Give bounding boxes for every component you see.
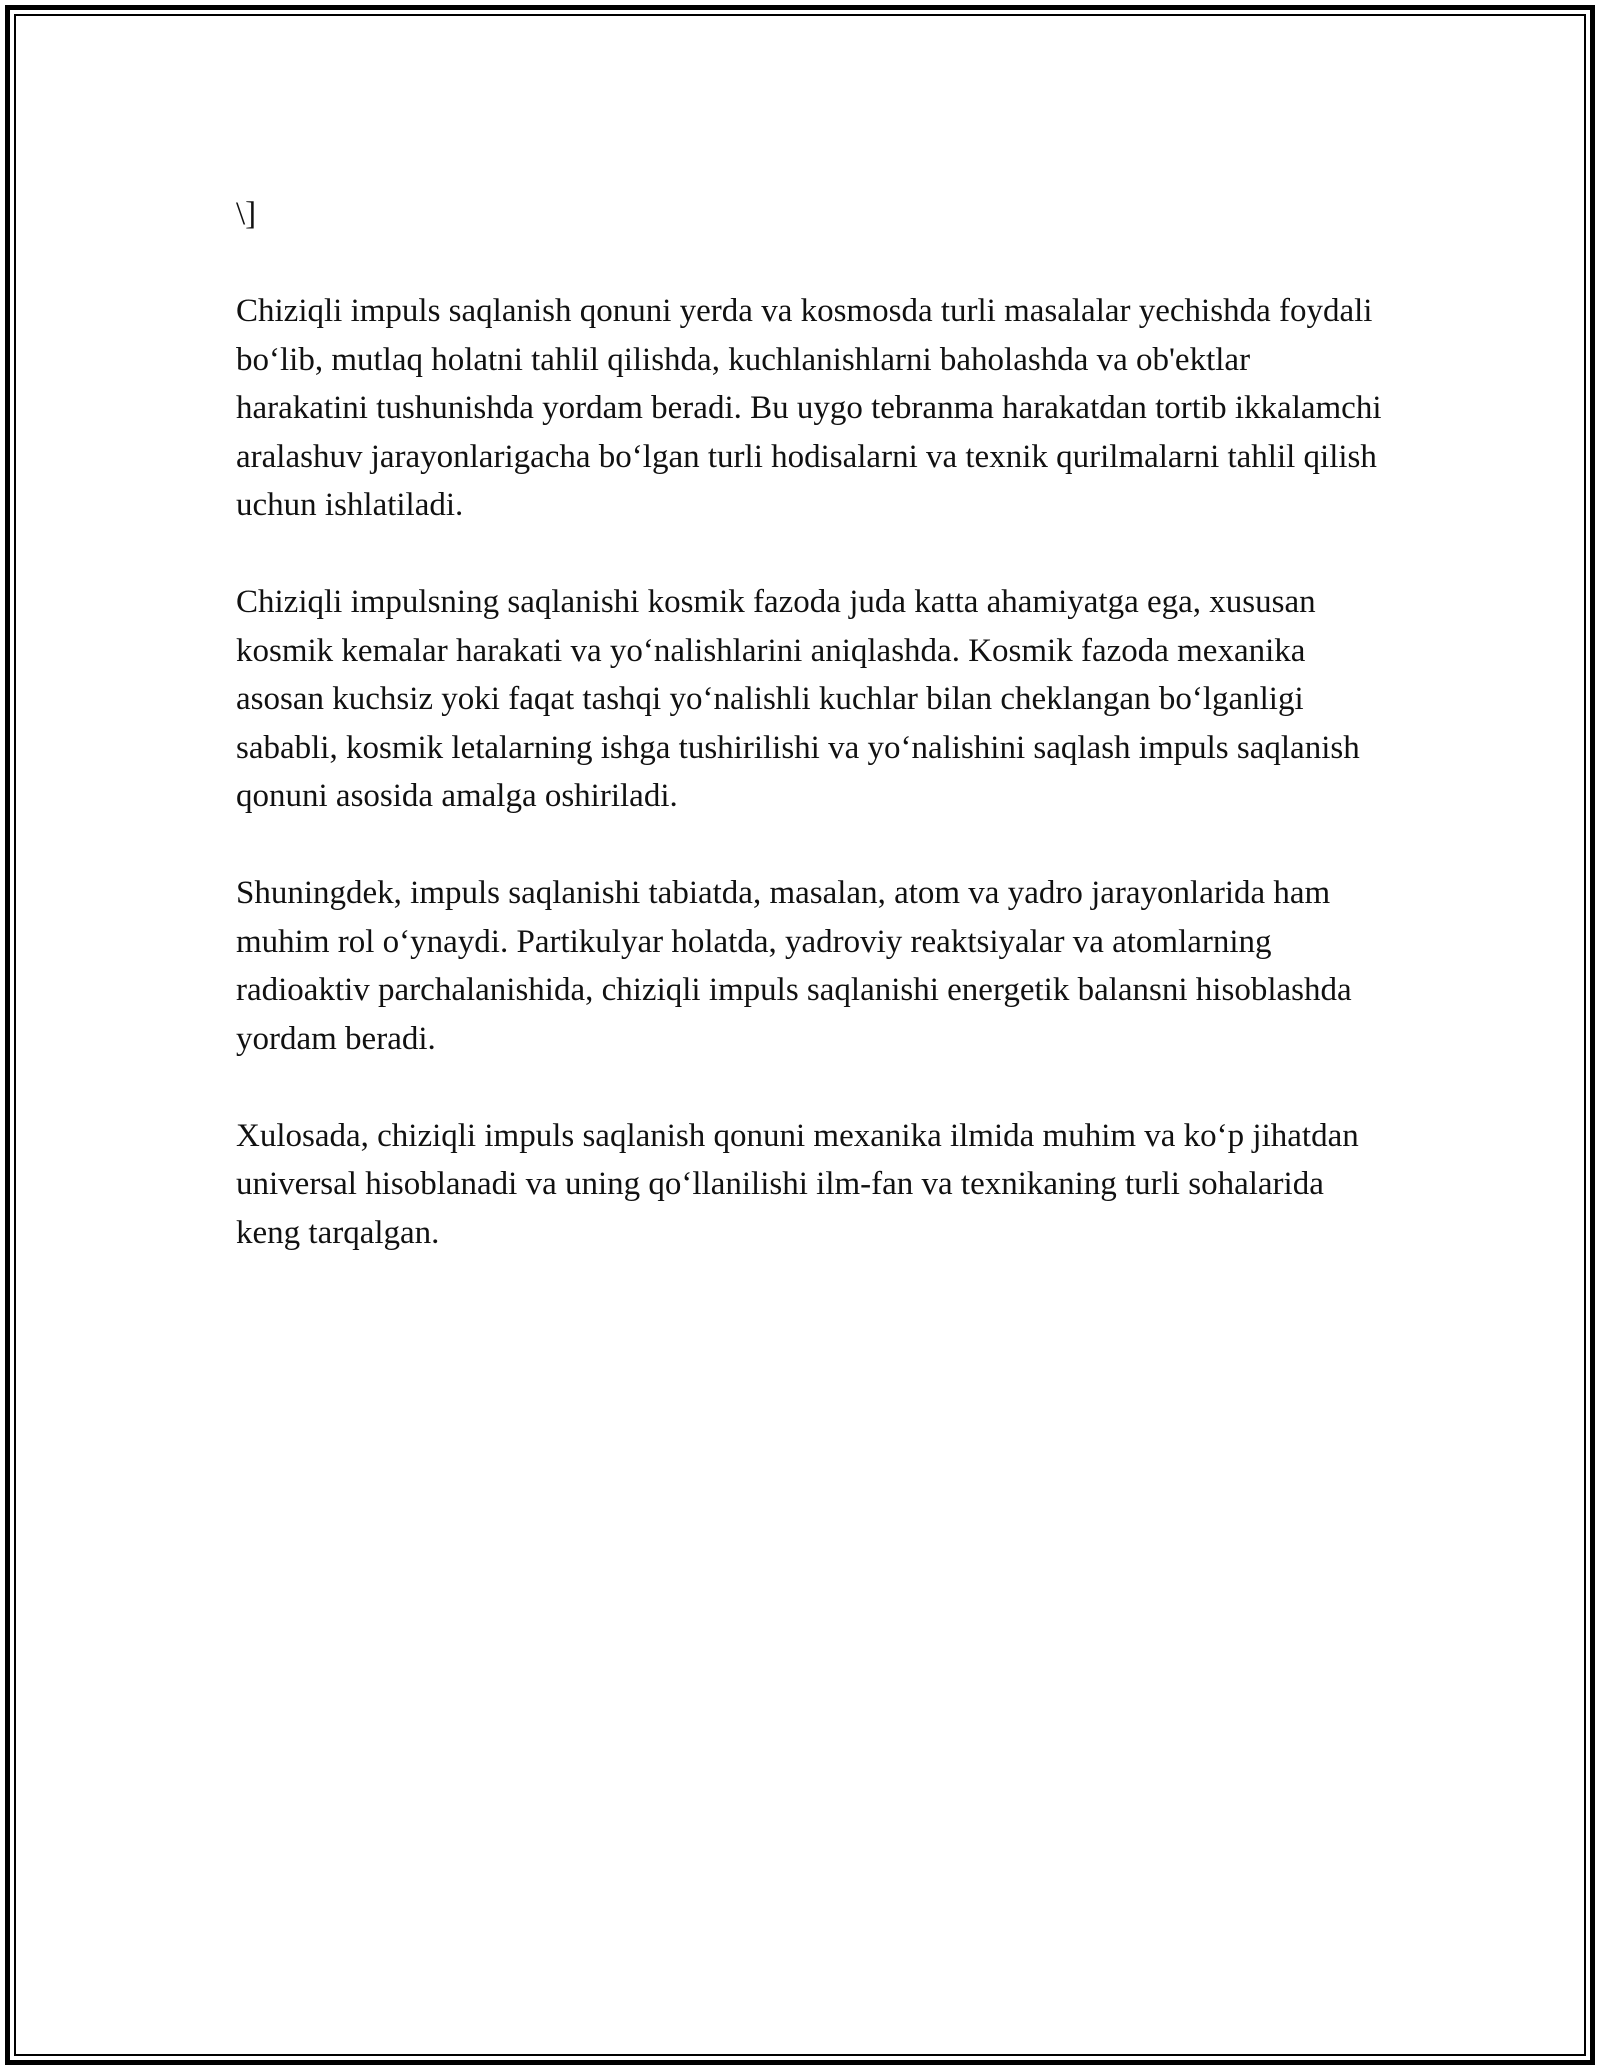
paragraph-2: Chiziqli impulsning saqlanishi kosmik fazoda juda katta ahamiyatga ega, xususan kosmik kemalar harakati va yo‘nalishlarini aniqlashda. Kosmik fazoda mexanika asosan kuchsiz yoki faqat tashqi yo‘nalishli kuchlar bilan cheklangan bo‘lganligi sababli, kosmik letalarning ishga tushirilishi va yo‘nalishini saqlash impuls saqlanish qonuni asosida amalga oshiriladi. [236,584,1360,814]
stray-text: \] [236,196,257,232]
paragraph-3: Shuningdek, impuls saqlanishi tabiatda, masalan, atom va yadro jarayonlarida ham muhim rol o‘ynaydi. Partikulyar holatda, yadroviy reaktsiyalar va atomlarning radioaktiv parchalanishida, chiziqli impuls saqlanishi energetik balansni hisoblashda yordam beradi. [236,875,1352,1057]
paragraph-4: Xulosada, chiziqli impuls saqlanish qonuni mexanika ilmida muhim va ko‘p jihatdan universal hisoblanadi va uning qo‘llanilishi ilm-fan va texnikaning turli sohalarida keng tarqalgan. [236,1117,1359,1251]
document-body [236,190,1386,1306]
paragraph-1: Chiziqli impuls saqlanish qonuni yerda va kosmosda turli masalalar yechishda foydali bo‘lib, mutlaq holatni tahlil qilishda, kuchlanishlarni baholashda va ob'ektlar harakatini tushunishda yordam beradi. Bu uygo tebranma harakatdan tortib ikkalamchi aralashuv jarayonlarigacha bo‘lgan turli hodisalarni va texnik qurilmalarni tahlil qilish uchun ishlatiladi. [236,293,1382,523]
